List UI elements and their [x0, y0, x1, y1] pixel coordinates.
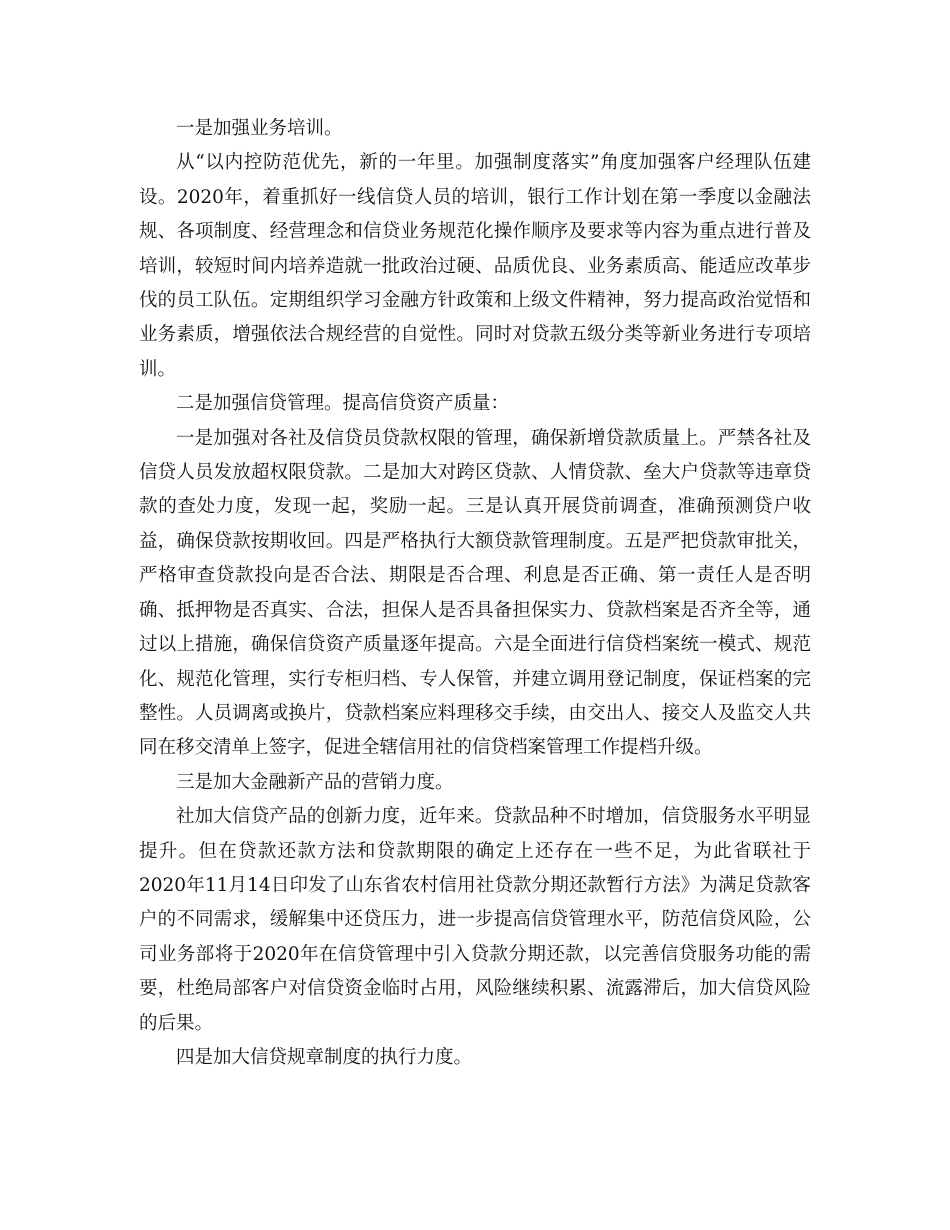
paragraph-heading-3: 三是加大金融新产品的营销力度。 — [176, 771, 454, 793]
paragraph-body-3: 社加大信贷产品的创新力度，近年来。贷款品种不时增加，信贷服务水平明显提升。但在贷款还款方法和贷款期限的确定上还存在一些不足，为此省联社于2020年11月14日印发了山东省农村信用社贷款分期还款暂行方法》为满足贷款客户的不同需求，缓解集中还贷压力，进一步提高信贷管理水平，防范信贷风险，公司业务部将于2020年在信贷管理中引入贷款分期还款，以完善信贷服务功能的需要，杜绝局部客户对信贷资金临时占用，风险继续积累、流露滞后，加大信贷风险的后果。 — [139, 806, 811, 1034]
document-body — [139, 112, 811, 1075]
paragraph-heading-4: 四是加大信贷规章制度的执行力度。 — [176, 1046, 473, 1068]
paragraph-heading-2: 二是加强信贷管理。提高信贷资产质量： — [176, 393, 510, 415]
paragraph-body-1: 从“以内控防范优先，新的一年里。加强制度落实”角度加强客户经理队伍建设。2020年，着重抓好一线信贷人员的培训，银行工作计划在第一季度以金融法规、各项制度、经营理念和信贷业务规范化操作顺序及要求等内容为重点进行普及培训，较短时间内培养造就一批政治过硬、品质优良、业务素质高、能适应改革步伐的员工队伍。定期组织学习金融方针政策和上级文件精神，努力提高政治觉悟和业务素质，增强依法合规经营的自觉性。同时对贷款五级分类等新业务进行专项培训。 — [139, 152, 811, 380]
paragraph-body-2: 一是加强对各社及信贷员贷款权限的管理，确保新增贷款质量上。严禁各社及信贷人员发放超权限贷款。二是加大对跨区贷款、人情贷款、垒大户贷款等违章贷款的查处力度，发现一起，奖励一起。三是认真开展贷前调查，准确预测贷户收益，确保贷款按期收回。四是严格执行大额贷款管理制度。五是严把贷款审批关，严格审查贷款投向是否合法、期限是否合理、利息是否正确、第一责任人是否明确、抵押物是否真实、合法，担保人是否具备担保实力、贷款档案是否齐全等，通过以上措施，确保信贷资产质量逐年提高。六是全面进行信贷档案统一模式、规范化、规范化管理，实行专柜归档、专人保管，并建立调用登记制度，保证档案的完整性。人员调离或换片，贷款档案应料理移交手续，由交出人、接交人及监交人共同在移交清单上签字，促进全辖信用社的信贷档案管理工作提档升级。 — [139, 427, 811, 759]
paragraph-heading-1: 一是加强业务培训。 — [176, 118, 343, 139]
